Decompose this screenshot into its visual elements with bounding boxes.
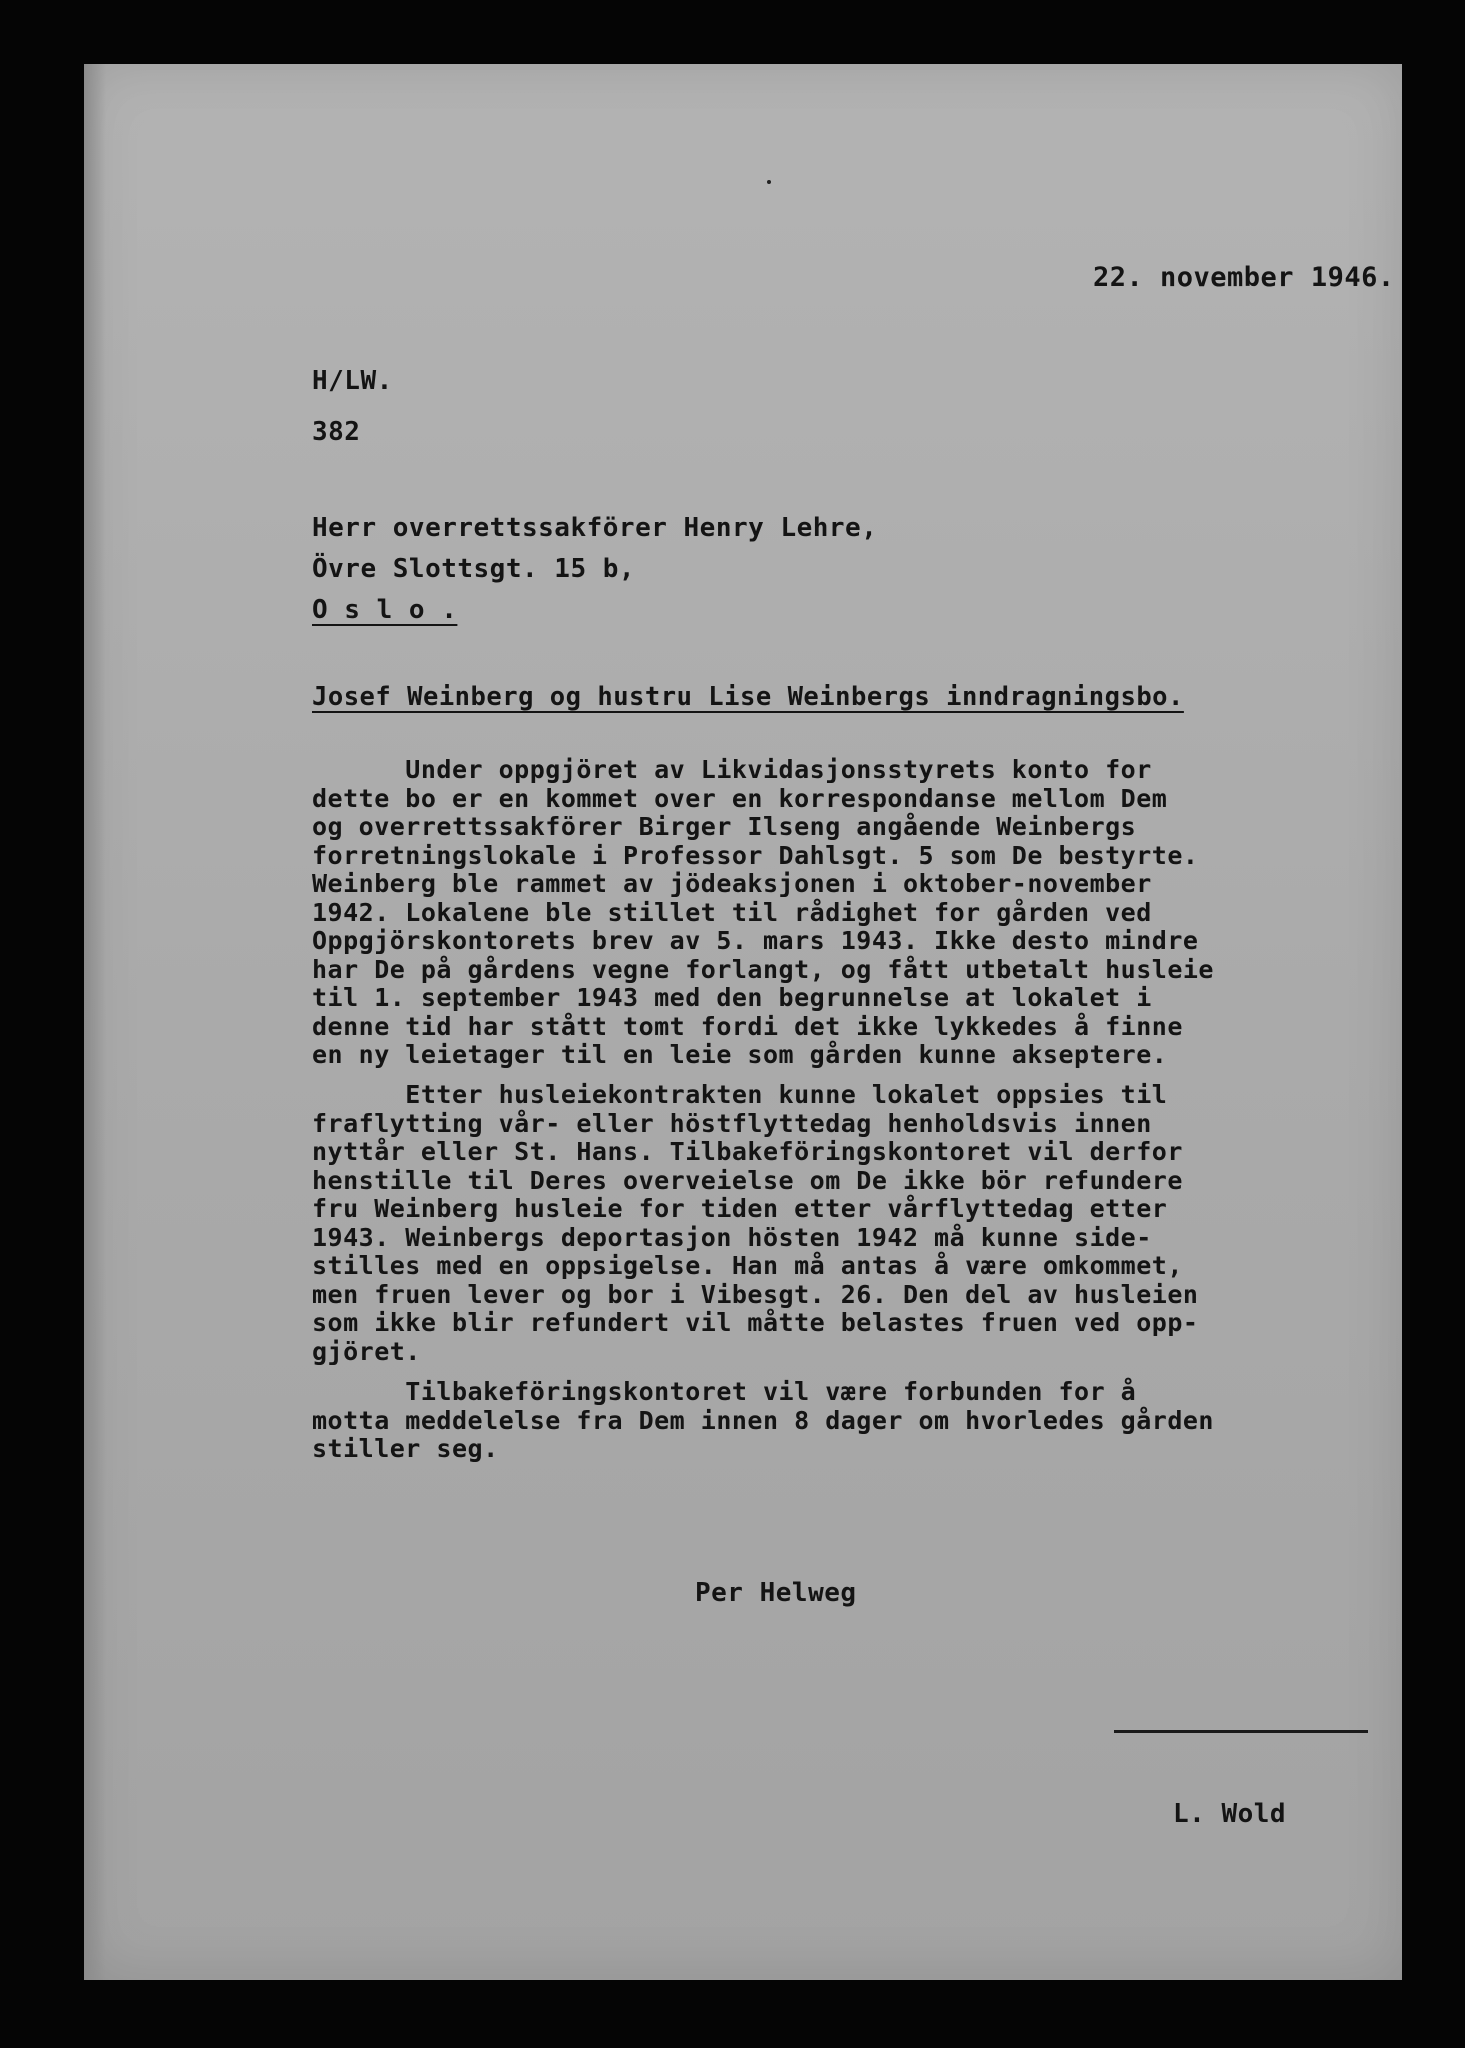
paragraph-line: Weinberg ble rammet av jödeaksjonen i oktober-november — [312, 869, 1152, 898]
paragraph-line: og overrettssakförer Birger Ilseng angående Weinbergs — [312, 812, 1137, 841]
paragraph-line: 1942. Lokalene ble stillet til rådighet for gården ved — [312, 897, 1152, 927]
paragraph-line: men fruen lever og bor i Vibesgt. 26. Den del av husleien — [312, 1279, 1199, 1309]
recipient-city: O s l o . — [312, 595, 458, 625]
paragraph-line: motta meddelelse fra Dem innen 8 dager om hvorledes gården — [312, 1405, 1214, 1435]
letter-subject: Josef Weinberg og hustru Lise Weinbergs inndragningsbo. — [312, 682, 1184, 712]
signature-name: Per Helweg — [695, 1578, 857, 1608]
paragraph-line: stilles med en oppsigelse. Han må antas å være omkommet, — [312, 1251, 1183, 1280]
paragraph-line: denne tid har stått tomt fordi det ikke lykkedes å finne — [312, 1011, 1183, 1041]
paragraph-line: en ny leietager til en leie som gården kunne akseptere. — [312, 1040, 1168, 1069]
paragraph-line: Oppgjörskontorets brev av 5. mars 1943. Ikke desto mindre — [312, 926, 1199, 955]
paragraph-line: gjöret. — [312, 1336, 421, 1366]
paragraph-line: 1943. Weinbergs deportasjon hösten 1942 må kunne side- — [312, 1222, 1152, 1252]
paragraph-line: Under oppgjöret av Likvidasjonsstyrets konto for — [312, 755, 1152, 784]
paragraph-line: stiller seg. — [312, 1434, 499, 1463]
paragraph-line: til 1. september 1943 med den begrunnelse at lokalet i — [312, 983, 1152, 1012]
paragraph-line: som ikke blir refundert vil måtte belastes fruen ved opp- — [312, 1308, 1199, 1337]
signature-line — [1114, 1730, 1368, 1733]
paragraph-line: forretningslokale i Professor Dahlsgt. 5 som De bestyrte. — [312, 840, 1199, 870]
paragraph-line: Tilbakeföringskontoret vil være forbunden for å — [312, 1377, 1137, 1406]
paragraph-line: henstille til Deres overveielse om De ikke bör refundere — [312, 1165, 1183, 1195]
letter-date: 22. november 1946. — [1093, 262, 1395, 293]
reference-number: 382 — [312, 417, 361, 447]
paragraph-3 — [312, 1378, 1297, 1464]
paragraph-2 — [312, 1081, 1297, 1366]
paragraph-line: fraflytting vår- eller höstflyttedag henholdsvis innen — [312, 1108, 1152, 1138]
paragraph-line: nyttår eller St. Hans. Tilbakeföringskontoret vil derfor — [312, 1137, 1183, 1166]
secondary-signature: L. Wold — [1173, 1799, 1287, 1829]
paragraph-line: dette bo er en kommet over en korrespondanse mellom Dem — [312, 783, 1168, 813]
recipient-name: Herr overrettssakförer Henry Lehre, — [312, 513, 878, 543]
paragraph-1 — [312, 756, 1297, 1070]
recipient-street: Övre Slottsgt. 15 b, — [312, 554, 636, 584]
paragraph-line: Etter husleiekontrakten kunne lokalet oppsies til — [312, 1080, 1168, 1109]
paragraph-line: fru Weinberg husleie for tiden etter vårflyttedag etter — [312, 1194, 1168, 1223]
paragraph-line: har De på gårdens vegne forlangt, og fått utbetalt husleie — [312, 954, 1214, 984]
reference-initials: H/LW. — [312, 366, 393, 396]
